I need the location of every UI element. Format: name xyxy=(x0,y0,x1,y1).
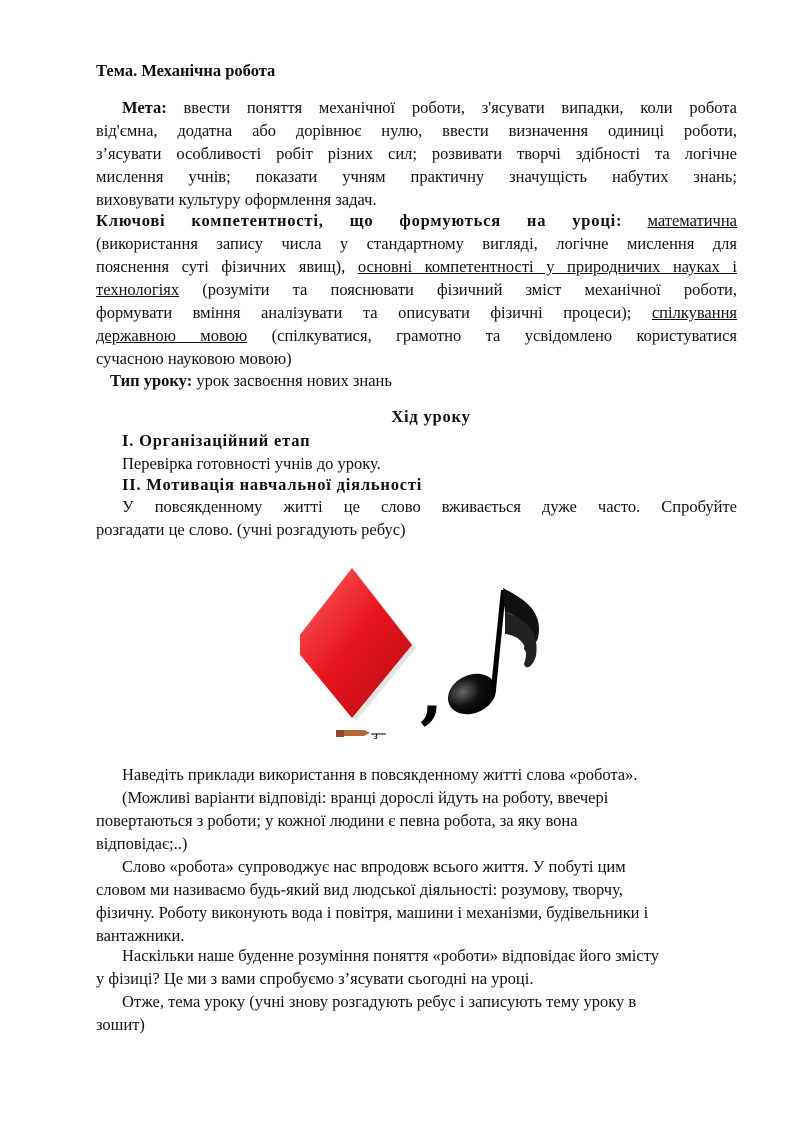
competency-math: математична xyxy=(647,211,737,230)
body-line-9: Наскільки наше буденне розуміння поняття «роботи» відповідає його змісту xyxy=(122,946,659,965)
competencies-text-3: пояснення суті фізичних явищ), xyxy=(96,257,346,276)
competency-language: спілкування xyxy=(651,303,737,322)
body-line-2: (Можливі варіанти відповіді: вранці дорослі йдуть на роботу, ввечері xyxy=(122,788,609,807)
music-note-icon xyxy=(441,588,539,722)
goal-text-1: ввести поняття механічної роботи, з'ясувати випадки, коли робота xyxy=(183,98,737,117)
competencies-line-5 xyxy=(96,302,737,324)
body-line-1: Наведіть приклади використання в повсякденному житті слова «робота». xyxy=(122,765,638,784)
stage-1-text: Перевірка готовності учнів до уроку. xyxy=(122,454,381,473)
goal-line-2: від'ємна, додатна або дорівнює нулю, ввести визначення одиниці роботи, xyxy=(96,121,737,140)
goal-line-5: виховувати культуру оформлення задач. xyxy=(96,190,377,209)
body-line-3: повертаються з роботи; у кожної людини є певна робота, за яку вона xyxy=(96,811,578,830)
body-line-10: у фізиці? Це ми з вами спробуємо з’ясувати сьогодні на уроці. xyxy=(96,969,534,988)
rebus-marker: з xyxy=(373,728,378,742)
body-line-5: Слово «робота» супроводжує нас впродовж всього життя. У побуті цим xyxy=(122,857,626,876)
lesson-type-label: Тип уроку: xyxy=(110,371,193,390)
competencies-line-6 xyxy=(96,325,737,347)
goal-label: Мета: xyxy=(122,98,167,117)
lesson-type-value: урок засвоєння нових знань xyxy=(196,371,392,390)
competencies-line-4 xyxy=(96,279,737,301)
competencies-line-3 xyxy=(96,256,737,278)
rebus-comma: , xyxy=(420,654,443,732)
body-line-6: словом ми називаємо будь-який вид людської діяльності: розумову, творчу, xyxy=(96,880,623,899)
competencies-text-6: (спілкуватися, грамотно та усвідомлено користуватися xyxy=(271,326,738,345)
competency-science: основні компетентності у природничих науках і xyxy=(357,257,738,276)
body-line-12: зошит) xyxy=(96,1015,145,1034)
body-line-11: Отже, тема уроку (учні знову розгадують ребус і записують тему уроку в xyxy=(122,992,637,1011)
stage-2-line-2: розгадати це слово. (учні розгадують ребус) xyxy=(96,520,406,539)
body-line-7: фізичну. Роботу виконують вода і повітря, машини і механізми, будівельники і xyxy=(96,903,649,922)
page-title: Тема. Механічна робота xyxy=(96,61,276,80)
stage-2-line-1: У повсякденному житті це слово вживається дуже часто. Спробуйте xyxy=(122,497,737,516)
competency-science-cont: технологіях xyxy=(96,280,180,299)
rebus-image xyxy=(300,560,560,750)
competencies-line-7: сучасною науковою мовою) xyxy=(96,349,292,368)
stage-1-title: I. Організаційний етап xyxy=(122,431,311,450)
stage-2-title: II. Мотивація навчальної діяльності xyxy=(122,475,423,494)
competencies-text-4: (розуміти та пояснювати фізичний зміст механічної роботи, xyxy=(202,280,738,299)
body-line-4: відповідає;..) xyxy=(96,834,188,853)
competencies-line-1 xyxy=(96,210,737,232)
competency-language-cont: державною мовою xyxy=(96,326,248,345)
lesson-type xyxy=(110,370,751,392)
goal-line-1 xyxy=(96,97,737,119)
competencies-line-2: (використання запису числа у стандартному вигляді, логічне мислення для xyxy=(96,234,737,253)
competencies-label: Ключові компетентності, що формуються на уроці: xyxy=(96,211,623,230)
pointing-hand-icon xyxy=(336,730,370,737)
goal-line-4: мислення учнів; показати учням практичну значущість набутих знань; xyxy=(96,167,737,186)
competencies-text-5: формувати вміння аналізувати та описувати фізичні процеси); xyxy=(96,303,632,322)
body-line-8: вантажники. xyxy=(96,926,185,945)
goal-line-3: з’ясувати особливості робіт різних сил; розвивати творчі здібності та логічне xyxy=(96,144,737,163)
diamond-suit-icon xyxy=(300,568,416,721)
progress-title: Хід уроку xyxy=(391,407,471,426)
